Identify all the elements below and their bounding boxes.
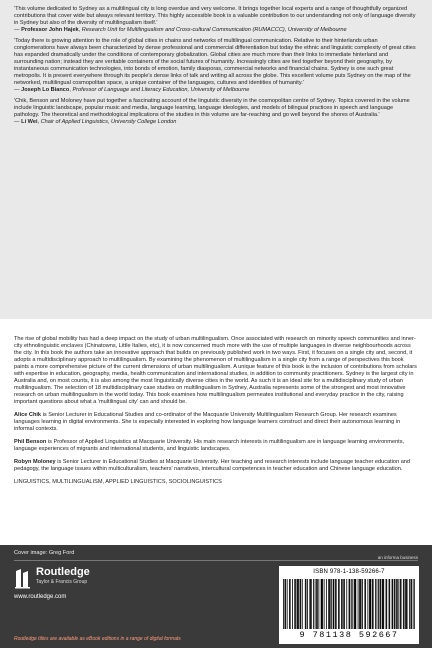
review-3 <box>14 98 418 126</box>
barcode-bar <box>386 579 387 629</box>
publisher-group: Taylor & Francis Group <box>36 579 88 585</box>
publisher-website[interactable]: www.routledge.com <box>14 594 67 600</box>
barcode-bar <box>315 579 316 629</box>
barcode-bar <box>404 579 405 629</box>
barcode-bar <box>382 579 383 629</box>
barcode-bar <box>362 579 363 629</box>
barcode-number: 9 781138 592667 <box>299 630 399 640</box>
barcode-bar <box>302 579 303 629</box>
barcode-bar <box>330 579 331 629</box>
barcode-bar <box>406 579 407 629</box>
subject-categories: LINGUISTICS, MULTILINGUALISM, APPLIED LINGUISTICS, SOCIOLINGUISTICS <box>14 479 222 485</box>
author-name: Robyn Moloney <box>14 459 56 465</box>
barcode-bar <box>294 579 295 629</box>
barcode-bar <box>335 579 336 629</box>
barcode-bar <box>316 579 317 629</box>
author-bio-text: is Professor of Applied Linguistics at Macquarie University. His main research interests in multilingualism are in language learning environments, language experiences of migrants and international students, and linguistic landscapes. <box>14 439 405 452</box>
barcode-bar <box>377 579 378 629</box>
barcode-bar <box>365 579 366 629</box>
barcode-bar <box>305 579 306 629</box>
barcode-bar <box>405 579 406 629</box>
publisher-footer <box>0 545 432 648</box>
barcode-bar <box>367 579 368 629</box>
barcode-bar <box>328 579 329 629</box>
author-bio-3 <box>14 459 418 473</box>
barcode-bar <box>287 579 288 629</box>
barcode-bar <box>401 579 402 629</box>
barcode-bar <box>354 579 355 629</box>
barcode-bar <box>334 579 335 629</box>
barcode-bar <box>375 579 376 629</box>
barcode-bar <box>321 579 322 629</box>
barcode-bar <box>352 579 353 629</box>
barcode-bar <box>317 579 318 629</box>
review-2 <box>14 38 418 94</box>
barcode-bar <box>313 579 314 629</box>
barcode-bar <box>395 579 396 629</box>
review-author: Li Wei <box>21 119 38 125</box>
barcode-bar <box>400 579 401 629</box>
barcode-bar <box>407 579 408 629</box>
barcode-bar <box>349 579 350 629</box>
routledge-logo-icon <box>14 567 32 589</box>
publisher-name: Routledge <box>36 566 90 578</box>
author-bio-1 <box>14 412 418 433</box>
barcode-bar <box>295 579 296 629</box>
barcode-bar <box>283 579 284 629</box>
barcode-panel <box>279 566 419 644</box>
barcode-bar <box>380 579 381 629</box>
review-attribution: — Joseph Lo Bianco, Professor of Language and Literacy Education, University of Melbourne <box>14 87 250 93</box>
barcode-bar <box>378 579 379 629</box>
barcode-bar <box>389 579 390 629</box>
barcode-bar <box>355 579 356 629</box>
barcode-bar <box>413 579 414 629</box>
barcode-bar <box>297 579 298 629</box>
barcode-bar <box>383 579 384 629</box>
barcode-bar <box>311 579 312 629</box>
barcode-bar <box>389 579 390 629</box>
barcode <box>283 579 415 629</box>
barcode-bar <box>411 579 412 629</box>
barcode-bar <box>339 579 340 629</box>
barcode-bar <box>380 579 381 629</box>
barcode-bar <box>386 579 387 629</box>
review-attribution: — Professor John Hajek, Research Unit for Multilingualism and Cross-cultural Communication (RUMACCC), University of Melbourne <box>14 27 347 33</box>
barcode-bar <box>414 579 415 629</box>
informa-tagline: an informa business <box>377 555 418 560</box>
barcode-bar <box>326 579 327 629</box>
review-1 <box>14 6 418 34</box>
barcode-bar <box>360 579 361 629</box>
barcode-bar <box>285 579 286 629</box>
barcode-bar <box>318 579 319 629</box>
review-quote: 'Today there is growing attention to the role of global cities in chains and networks of multilingual communication. Relative to their hinterlands urban conglomerations have always been characterized by dense professional and commercial differentiation but today the ethnic and linguistic complexity of great cities has expanded dramatically under the conditions of contemporary globalization. Global cities are much more than their links to immediate hinterland and surrounding nation; instead they are veritable containers of the social futures of humanity. Increasingly cities are tied together beyond their geography, by instantaneous communication technologies, into bonds of emotion, family diasporas, commercial networks and financial chains. Sydney is one such great metropolis. It is present everywhere through its people's dense links of talk and writing all across the globe. This excellent volume puts Sydney on the map of the networked, multilingual cosmopolitan space, a unique container of the languages, cultures and identities of humanity.' <box>14 38 416 86</box>
endorsements-panel <box>0 0 432 319</box>
review-quote: 'This volume dedicated to Sydney as a multilingual city is long overdue and very welcome. It brings together local experts and a range of thoughtfully organized contributions that cover wide but always relevant territory. This highly accessible book is a valuable contribution to our understanding not only of language diversity in Sydney but also of the diversity of multilingualism itself.' <box>14 6 416 26</box>
book-description <box>14 336 418 486</box>
barcode-bar <box>324 579 325 629</box>
author-bio-text: is Senior Lecturer in Educational Studies and co-ordinator of the Macquarie University Multilingualism Research Group. Her research examines languages learning in digital environments. She is especially interested in exploring how language learners construct and direct their autonomous learning in informal contexts. <box>14 412 401 432</box>
review-quote: 'Chik, Benson and Moloney have put together a fascinating account of the linguistic diversity in the cosmopolitan centre of Sydney. Topics covered in the volume include linguistic landscape, popular music and media, language learning, language ideologies, and models of bilingual practices in speech and language pathology. The theoretical and methodological implications of the studies in this volume are far-reaching and go well beyond the shores of Australia.' <box>14 98 410 118</box>
barcode-bar <box>306 579 307 629</box>
author-name: Alice Chik <box>14 412 42 418</box>
barcode-bar <box>392 579 393 629</box>
barcode-bar <box>333 579 334 629</box>
barcode-bar <box>307 579 308 629</box>
barcode-bar <box>410 579 411 629</box>
isbn-number: ISBN 978-1-138-59266-7 <box>313 569 385 575</box>
barcode-bar <box>322 579 323 629</box>
barcode-bar <box>351 579 352 629</box>
barcode-bar <box>398 579 399 629</box>
barcode-bar <box>342 579 343 629</box>
barcode-bar <box>364 579 365 629</box>
barcode-bar <box>331 579 332 629</box>
barcode-bar <box>409 579 410 629</box>
barcode-bar <box>349 579 350 629</box>
review-affiliation: Chair of Applied Linguistics, University College London <box>40 119 177 125</box>
ebook-note: Routledge titles are available as eBook editions in a range of digital formats <box>14 636 181 642</box>
barcode-bar <box>290 579 291 629</box>
barcode-bar <box>336 579 337 629</box>
barcode-bar <box>371 579 372 629</box>
barcode-bar <box>289 579 290 629</box>
barcode-bar <box>341 579 342 629</box>
footer-divider <box>14 560 418 561</box>
barcode-bar <box>292 579 293 629</box>
barcode-bar <box>285 579 286 629</box>
barcode-bar <box>346 579 347 629</box>
book-summary: The rise of global mobility has had a deep impact on the study of urban multilingualism. Once associated with research on minority speech communities and inner-city ethnolinguistic enclaves (Chinatowns, Little Italies, etc), it is now concerned much more with the use of multiple languages in diverse neighbourhoods across the city. In this book the authors take an innovative approach that builds on previously published work in two ways. First, it focuses on a single city and, second, it adopts a multidisciplinary approach to multilingualism. By examining the phenomenon of multilingualism in a single city from a range of perspectives this book paints a more comprehensive picture of the current dimensions of urban multilingualism. A unique feature of this book is the inclusion of contributions from scholars with expertise in education, geography, media, health communication and international studies, in addition to community practitioners. Sydney is the largest city in Australia and, on most counts, it is also among the most linguistically diverse cities in the world. As such it is an ideal site for a multidisciplinary study of urban multilingualism. The selection of 18 multidisciplinary case studies on multilingualism in Sydney, Australia represents some of the strongest and most innovative research on urban multilingualism in the world today. This book examines how multilingualism permeates institutional and everyday practice in the city, raising important questions about what a 'multilingual city' can and should be. <box>14 336 417 405</box>
author-bio-2 <box>14 439 418 453</box>
cover-image-credit: Cover image: Greg Ford <box>14 550 75 556</box>
barcode-bar <box>358 579 359 629</box>
barcode-bar <box>370 579 371 629</box>
barcode-bar <box>344 579 345 629</box>
review-affiliation: Research Unit for Multilingualism and Cross-cultural Communication (RUMACCC), University of Melbourne <box>81 27 347 33</box>
review-attribution: — Li Wei, Chair of Applied Linguistics, University College London <box>14 119 177 125</box>
author-name: Phil Benson <box>14 439 47 445</box>
barcode-bar <box>300 579 301 629</box>
barcode-bar <box>310 579 311 629</box>
barcode-bar <box>329 579 330 629</box>
barcode-bar <box>373 579 374 629</box>
barcode-bar <box>383 579 384 629</box>
review-author: Joseph Lo Bianco <box>21 87 70 93</box>
review-author: Professor John Hajek <box>21 27 79 33</box>
barcode-bar <box>297 579 298 629</box>
author-bio-text: is Senior Lecturer in Educational Studies at Macquarie University. Her teaching and research interests include language teacher education and pedagogy, the language issues within multiculturalism, teachers' narratives, intercultural competences in teacher education and Chinese language education. <box>14 459 411 472</box>
barcode-bar <box>372 579 373 629</box>
barcode-bar <box>397 579 398 629</box>
barcode-bar <box>369 579 370 629</box>
barcode-bar <box>298 579 299 629</box>
barcode-bar <box>359 579 360 629</box>
barcode-bar <box>394 579 395 629</box>
barcode-bar <box>309 579 310 629</box>
barcode-bar <box>321 579 322 629</box>
barcode-bar <box>338 579 339 629</box>
barcode-bar <box>343 579 344 629</box>
barcode-bar <box>403 579 404 629</box>
barcode-bar <box>396 579 397 629</box>
barcode-bar <box>355 579 356 629</box>
barcode-bar <box>392 579 393 629</box>
barcode-bar <box>300 579 301 629</box>
review-affiliation: Professor of Language and Literacy Education, University of Melbourne <box>72 87 250 93</box>
barcode-bar <box>361 579 362 629</box>
